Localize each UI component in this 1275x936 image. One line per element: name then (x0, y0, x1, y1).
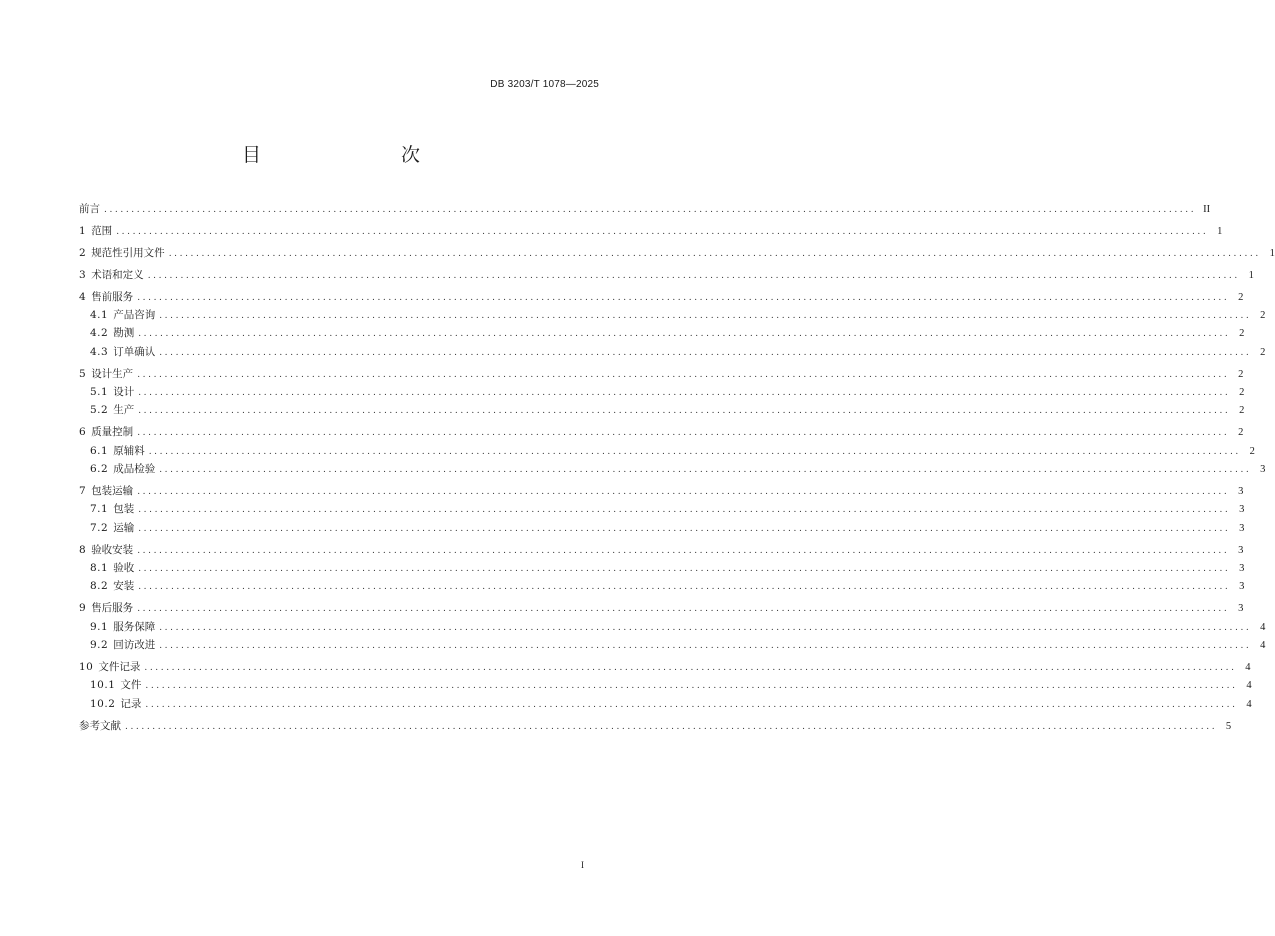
toc-entry-title: 术语和定义 (91, 268, 144, 281)
toc-entry-title: 验收 (113, 562, 135, 575)
toc-entry-page: 2 (1239, 405, 1245, 417)
toc-entry-number: 9 (79, 602, 87, 615)
toc-entry-label (79, 365, 137, 383)
toc-entry-number: 1 (79, 224, 87, 237)
toc-entry-label (79, 541, 137, 559)
toc-entry-label (90, 324, 138, 342)
toc-entry-page: 2 (1260, 309, 1266, 321)
page-title: 目 次 (241, 144, 454, 166)
toc-leader-dots: ........................................................................................................................................................................................................ (145, 699, 1238, 710)
toc-entry-page: 3 (1238, 544, 1244, 556)
toc-leader-dots: ........................................................................................................................................................................................................ (138, 329, 1231, 340)
toc-subentry[interactable] (79, 500, 1245, 518)
toc-entry-title: 设计 (113, 386, 135, 399)
toc-entry-page: 4 (1245, 661, 1251, 673)
toc-leader-dots: ........................................................................................................................................................................................................ (137, 486, 1230, 497)
toc-entry[interactable] (79, 244, 1275, 262)
toc-entry-number: 2 (79, 246, 87, 259)
toc-entry[interactable] (79, 541, 1244, 559)
toc-subentry[interactable] (79, 559, 1245, 577)
toc-leader-dots: ........................................................................................................................................................................................................ (138, 388, 1231, 399)
toc-entry-number: 4.2 (90, 327, 109, 340)
toc-entry-title: 订单确认 (113, 345, 156, 358)
toc-leader-dots: ........................................................................................................................................................................................................ (137, 369, 1230, 380)
toc-leader-dots: ........................................................................................................................................................................................................ (104, 205, 1197, 215)
toc-entry-number: 6.1 (90, 444, 109, 457)
toc-entry-page: 2 (1238, 427, 1244, 439)
toc-subentry[interactable] (79, 306, 1266, 324)
toc-entry-label (90, 500, 138, 518)
toc-entry-label (79, 200, 104, 218)
toc-entry-number: 9.1 (90, 620, 109, 633)
toc-entry-number: 10.1 (90, 679, 116, 692)
toc-entry-number: 8.1 (90, 562, 109, 575)
toc-subentry[interactable] (79, 460, 1266, 478)
toc-entry-title: 勘测 (113, 327, 135, 340)
toc-entry-number: 8.2 (90, 580, 109, 593)
toc-entry-title: 产品咨询 (113, 308, 156, 321)
document-code: DB 3203/T 1078—2025 (490, 79, 599, 90)
toc-entry-title: 质量控制 (91, 426, 134, 439)
toc-entry-title: 回访改进 (113, 639, 156, 652)
toc-subentry[interactable] (79, 676, 1252, 694)
toc-entry-number: 6 (79, 426, 87, 439)
toc-entry-label (79, 717, 125, 735)
toc-entry-title: 包装运输 (91, 484, 134, 497)
toc-entry[interactable] (79, 717, 1232, 735)
toc-entry-number: 7.2 (90, 521, 109, 534)
toc-entry-title: 售后服务 (91, 602, 134, 615)
toc-entry-page: 2 (1238, 291, 1244, 303)
toc-leader-dots: ........................................................................................................................................................................................................ (116, 226, 1209, 237)
table-of-contents (79, 200, 1275, 735)
toc-leader-dots: ........................................................................................................................................................................................................ (168, 248, 1261, 259)
toc-entry-number: 6.2 (90, 463, 109, 476)
toc-entry-page: 2 (1238, 368, 1244, 380)
toc-entry-label (90, 306, 159, 324)
toc-entry-number: 7 (79, 484, 87, 497)
toc-entry-label (90, 460, 159, 478)
toc-entry[interactable] (79, 266, 1254, 284)
toc-entry[interactable] (79, 658, 1251, 676)
toc-entry-label (90, 695, 145, 713)
toc-leader-dots: ........................................................................................................................................................................................................ (137, 292, 1230, 303)
toc-entry-label (79, 658, 144, 676)
toc-subentry[interactable] (79, 519, 1245, 537)
toc-entry-number: 7.1 (90, 503, 109, 516)
toc-entry-title: 验收安装 (91, 543, 134, 556)
toc-entry-title: 生产 (113, 404, 135, 417)
toc-entry-title: 成品检验 (113, 463, 156, 476)
toc-entry-number: 5 (79, 367, 87, 380)
toc-leader-dots: ........................................................................................................................................................................................................ (159, 465, 1252, 476)
toc-entry-page: 1 (1248, 269, 1254, 281)
toc-entry-number: 10.2 (90, 697, 116, 710)
toc-entry-label (90, 401, 138, 419)
toc-leader-dots: ........................................................................................................................................................................................................ (125, 721, 1218, 732)
toc-leader-dots: ........................................................................................................................................................................................................ (148, 446, 1241, 457)
toc-entry-page: 2 (1239, 328, 1245, 340)
toc-entry-title: 记录 (120, 697, 142, 710)
toc-entry-number: 4 (79, 290, 87, 303)
toc-entry-number: 3 (79, 268, 87, 281)
toc-entry-number: 9.2 (90, 639, 109, 652)
toc-entry-number: 4.1 (90, 308, 109, 321)
toc-entry-label (90, 577, 138, 595)
toc-entry-label (90, 442, 149, 460)
toc-entry[interactable] (79, 599, 1244, 617)
toc-entry-label (79, 482, 137, 500)
toc-subentry[interactable] (79, 636, 1266, 654)
toc-entry-number: 5.2 (90, 404, 109, 417)
toc-entry-title: 文件 (120, 679, 142, 692)
toc-entry-label (90, 383, 138, 401)
toc-entry-page: 3 (1239, 563, 1245, 575)
toc-entry-title: 参考文献 (79, 719, 121, 732)
toc-entry-page: 1 (1269, 247, 1275, 259)
toc-leader-dots: ........................................................................................................................................................................................................ (147, 270, 1240, 281)
toc-entry[interactable] (79, 200, 1211, 218)
toc-entry-label (90, 636, 159, 654)
toc-entry-title: 规范性引用文件 (91, 246, 165, 259)
toc-entry-title: 文件记录 (98, 660, 141, 673)
toc-entry[interactable] (79, 222, 1223, 240)
toc-entry-title: 前言 (79, 203, 100, 215)
toc-entry-title: 设计生产 (91, 367, 134, 380)
toc-leader-dots: ........................................................................................................................................................................................................ (137, 545, 1230, 556)
toc-leader-dots: ........................................................................................................................................................................................................ (138, 564, 1231, 575)
toc-entry[interactable] (79, 288, 1244, 306)
toc-leader-dots: ........................................................................................................................................................................................................ (159, 347, 1252, 358)
toc-entry-page: 4 (1246, 698, 1252, 710)
toc-entry-page: 2 (1239, 387, 1245, 399)
toc-leader-dots: ........................................................................................................................................................................................................ (159, 641, 1252, 652)
toc-entry-label (79, 244, 169, 262)
toc-subentry[interactable] (79, 401, 1245, 419)
toc-entry[interactable] (79, 365, 1244, 383)
toc-leader-dots: ........................................................................................................................................................................................................ (159, 622, 1252, 633)
toc-entry-page: 2 (1249, 445, 1255, 457)
toc-leader-dots: ........................................................................................................................................................................................................ (138, 523, 1231, 534)
toc-entry-title: 范围 (91, 224, 113, 237)
toc-entry-label (79, 288, 137, 306)
toc-entry-page: 3 (1239, 522, 1245, 534)
toc-entry-page: 4 (1246, 680, 1252, 692)
toc-entry-page: 1 (1217, 225, 1223, 237)
toc-entry-title: 售前服务 (91, 290, 134, 303)
toc-leader-dots: ........................................................................................................................................................................................................ (137, 428, 1230, 439)
toc-entry[interactable] (79, 423, 1244, 441)
toc-entry-title: 安装 (113, 580, 135, 593)
toc-subentry[interactable] (79, 383, 1245, 401)
toc-leader-dots: ........................................................................................................................................................................................................ (159, 310, 1252, 321)
toc-entry-label (90, 519, 138, 537)
toc-entry-title: 包装 (113, 503, 135, 516)
page-number: I (581, 860, 584, 870)
toc-entry-label (90, 676, 145, 694)
toc-entry-page: 3 (1239, 581, 1245, 593)
toc-entry-title: 运输 (113, 521, 135, 534)
toc-leader-dots: ........................................................................................................................................................................................................ (138, 406, 1231, 417)
toc-entry-page: 3 (1238, 485, 1244, 497)
toc-subentry[interactable] (79, 695, 1252, 713)
toc-subentry[interactable] (79, 343, 1266, 361)
toc-subentry[interactable] (79, 618, 1266, 636)
toc-entry-page: 5 (1225, 720, 1232, 732)
toc-entry-page: 3 (1239, 504, 1245, 516)
toc-entry-number: 8 (79, 543, 87, 556)
toc-entry-label (90, 618, 159, 636)
toc-entry[interactable] (79, 482, 1244, 500)
toc-entry-page: 4 (1260, 640, 1266, 652)
toc-entry-number: 5.1 (90, 386, 109, 399)
toc-subentry[interactable] (79, 324, 1245, 342)
toc-entry-title: 原辅料 (113, 444, 145, 457)
toc-subentry[interactable] (79, 577, 1245, 595)
toc-entry-number: 10 (79, 660, 94, 673)
toc-entry-label (90, 343, 159, 361)
toc-entry-label (79, 222, 116, 240)
toc-entry-label (90, 559, 138, 577)
toc-leader-dots: ........................................................................................................................................................................................................ (137, 604, 1230, 615)
toc-entry-page: 2 (1260, 346, 1266, 358)
toc-entry-label (79, 599, 137, 617)
toc-leader-dots: ........................................................................................................................................................................................................ (138, 582, 1231, 593)
toc-leader-dots: ........................................................................................................................................................................................................ (138, 505, 1231, 516)
toc-entry-title: 服务保障 (113, 620, 156, 633)
toc-subentry[interactable] (79, 442, 1255, 460)
toc-entry-number: 4.3 (90, 345, 109, 358)
toc-entry-page: 4 (1260, 621, 1266, 633)
toc-entry-page: 3 (1260, 464, 1266, 476)
toc-entry-page: II (1203, 204, 1211, 215)
toc-entry-page: 3 (1238, 603, 1244, 615)
toc-entry-label (79, 423, 137, 441)
toc-leader-dots: ........................................................................................................................................................................................................ (144, 662, 1237, 673)
toc-leader-dots: ........................................................................................................................................................................................................ (145, 681, 1238, 692)
toc-entry-label (79, 266, 148, 284)
